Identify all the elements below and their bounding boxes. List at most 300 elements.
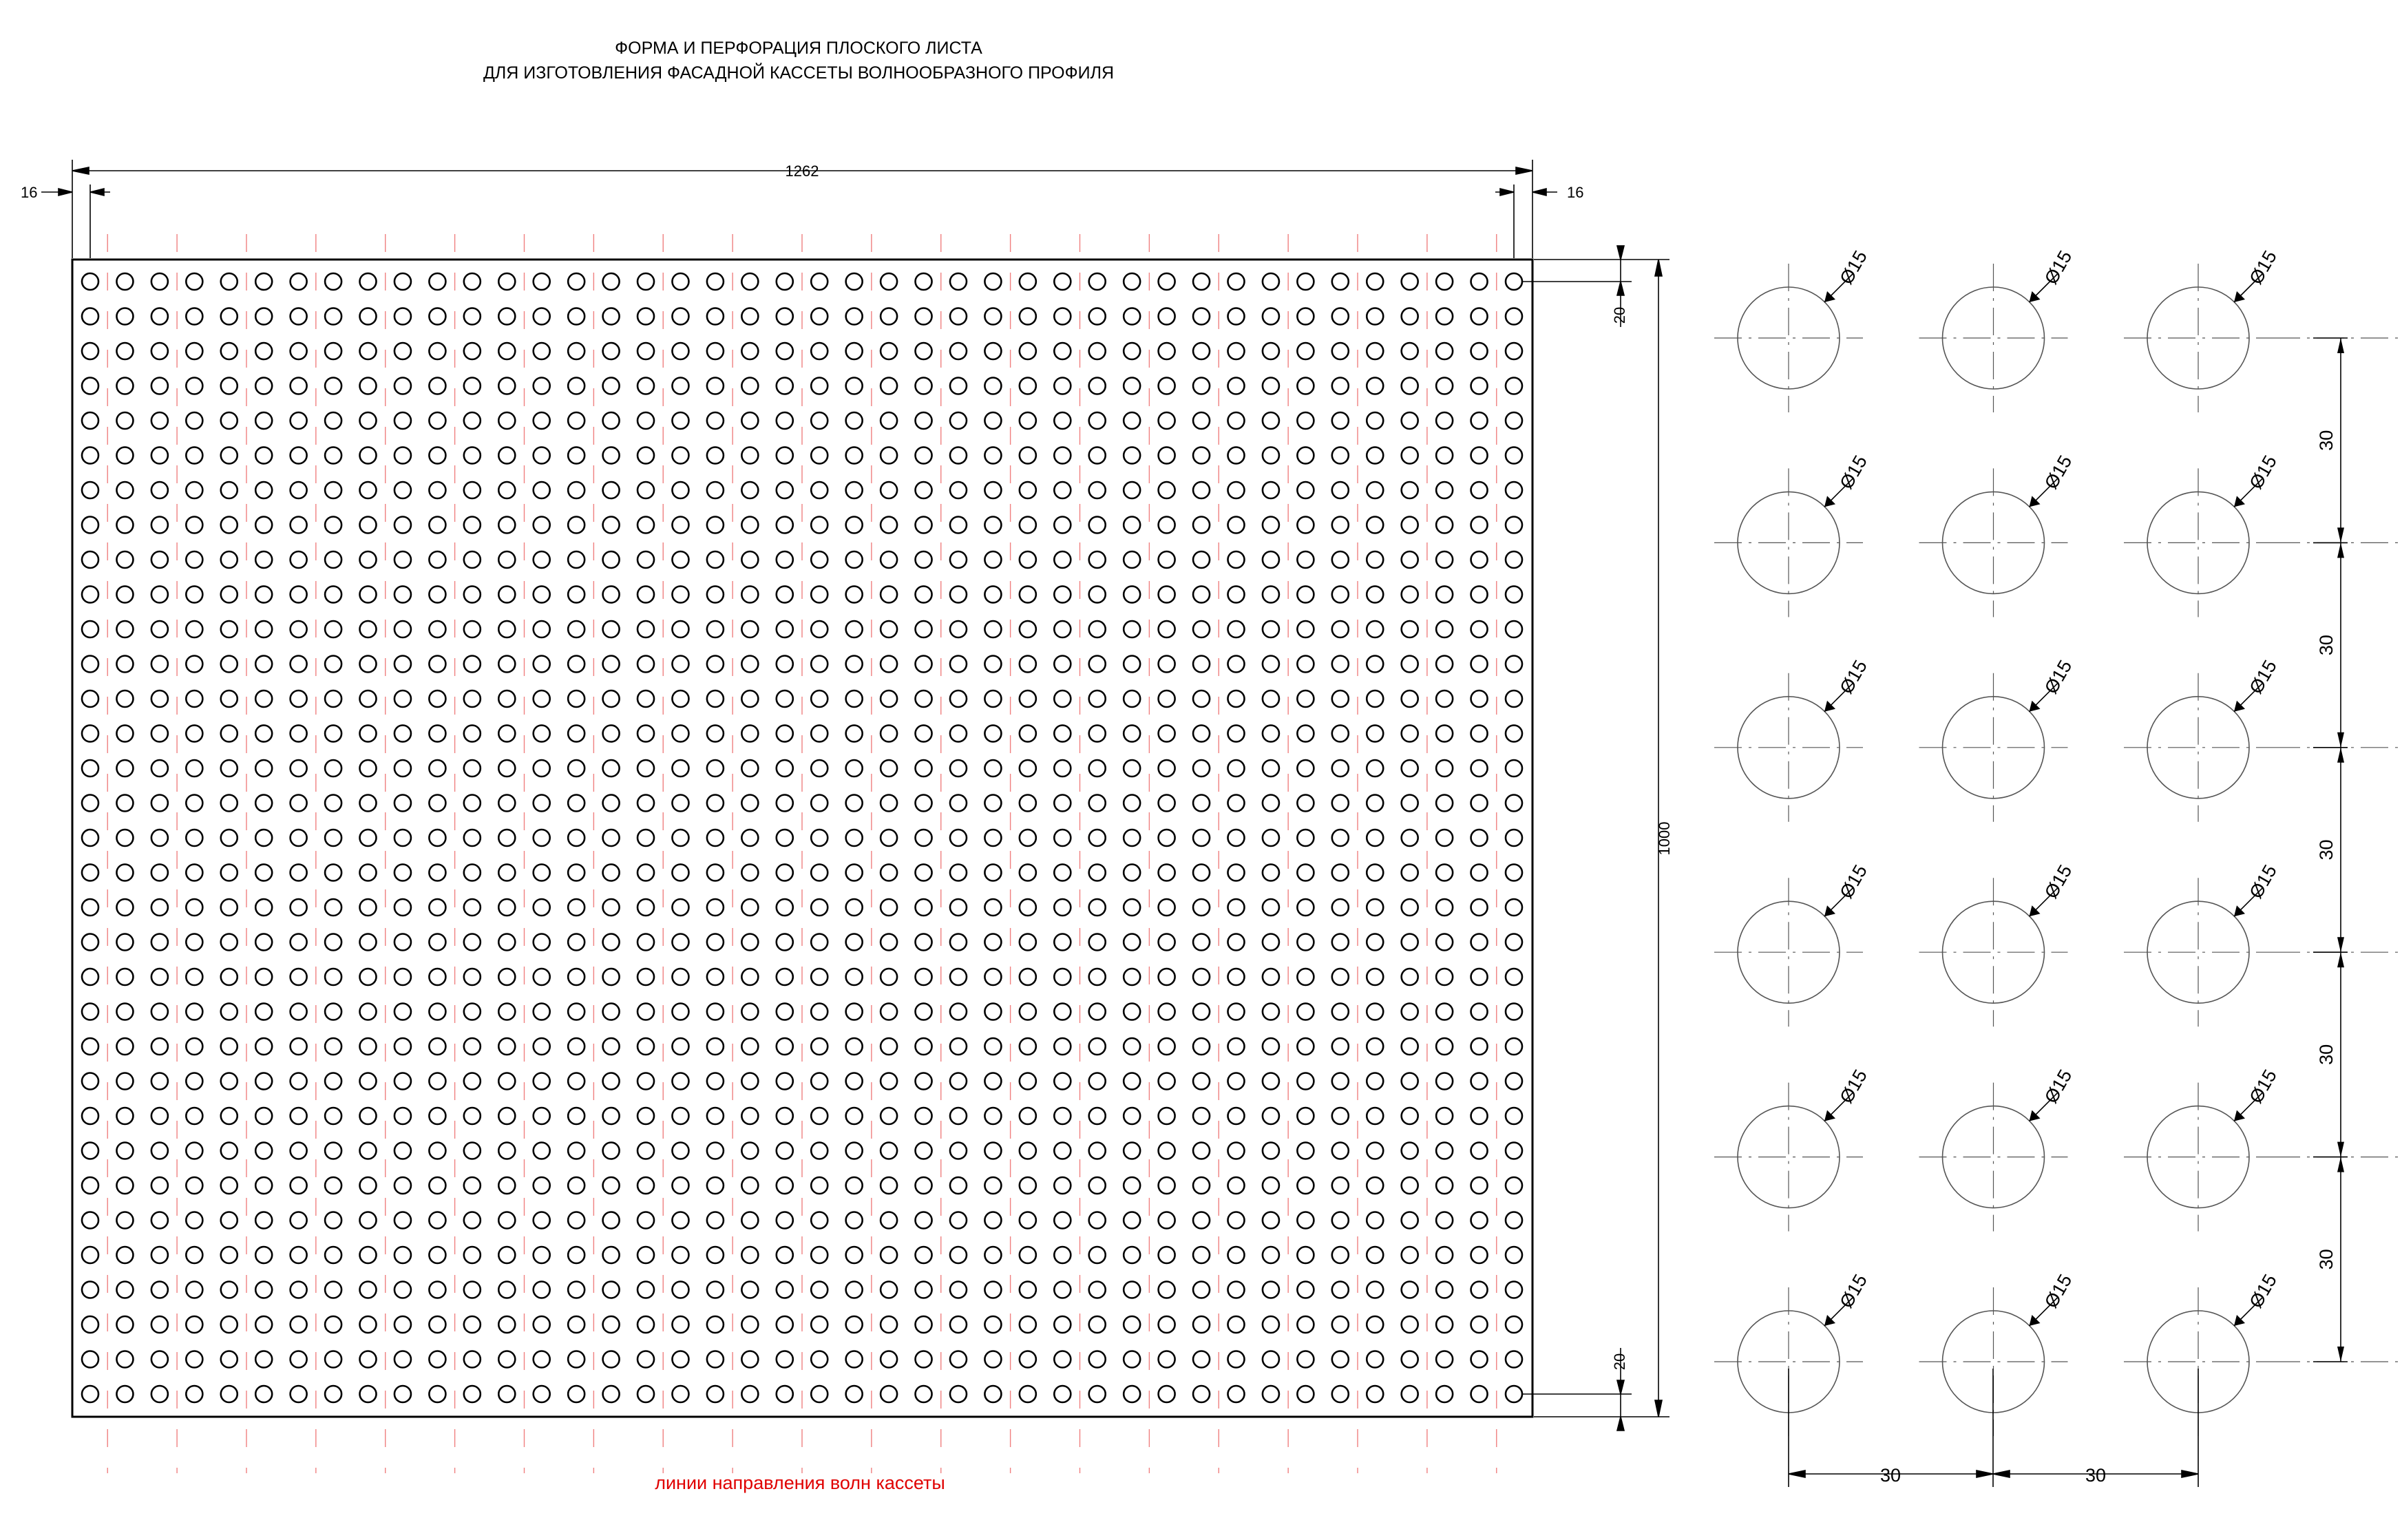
perforation-hole (325, 1386, 341, 1402)
perforation-hole (1471, 899, 1488, 916)
perforation-hole (1506, 1004, 1522, 1020)
perforation-hole (82, 795, 98, 812)
perforation-hole (1367, 1386, 1383, 1402)
perforation-hole (291, 587, 307, 603)
perforation-hole (1089, 865, 1106, 881)
perforation-hole (741, 482, 758, 498)
perforation-hole (1054, 899, 1071, 916)
perforation-hole (950, 726, 967, 742)
perforation-hole (1159, 1177, 1175, 1194)
perforation-hole (568, 865, 584, 881)
perforation-hole (221, 1316, 238, 1333)
perforation-hole (1367, 412, 1383, 429)
perforation-hole (846, 1143, 863, 1159)
perforation-hole (984, 1073, 1001, 1090)
perforation-hole (1159, 1004, 1175, 1020)
perforation-hole (1506, 447, 1522, 464)
perforation-hole (82, 726, 98, 742)
perforation-hole (1193, 969, 1210, 985)
perforation-hole (1020, 795, 1036, 812)
perforation-hole (777, 308, 793, 325)
perforation-hole (811, 1386, 828, 1402)
perforation-hole (1054, 1316, 1071, 1333)
perforation-hole (1263, 1351, 1279, 1368)
perforation-hole (984, 1143, 1001, 1159)
perforation-hole (1471, 1108, 1488, 1124)
perforation-hole (811, 1108, 828, 1124)
perforation-hole (394, 795, 411, 812)
perforation-hole (1263, 1247, 1279, 1263)
perforation-hole (1506, 865, 1522, 881)
perforation-hole (394, 1108, 411, 1124)
perforation-hole (881, 969, 897, 985)
perforation-hole (464, 343, 481, 359)
perforation-hole (394, 621, 411, 637)
perforation-hole (707, 482, 724, 498)
perforation-hole (82, 343, 98, 359)
perforation-hole (603, 308, 620, 325)
perforation-hole (916, 795, 932, 812)
perforation-hole (1297, 378, 1314, 394)
perforation-hole (1506, 899, 1522, 916)
perforation-hole (1054, 621, 1071, 637)
perforation-hole (707, 760, 724, 777)
perforation-hole (1506, 1073, 1522, 1090)
perforation-hole (151, 726, 168, 742)
perforation-hole (116, 1282, 133, 1298)
perforation-hole (881, 1316, 897, 1333)
perforation-hole (151, 1282, 168, 1298)
perforation-hole (1020, 1038, 1036, 1055)
perforation-hole (1054, 273, 1071, 290)
perforation-hole (1367, 1351, 1383, 1368)
perforation-hole (1471, 1247, 1488, 1263)
perforation-hole (1471, 517, 1488, 534)
perforation-hole (1054, 308, 1071, 325)
perforation-hole (360, 1282, 377, 1298)
perforation-hole (255, 1177, 272, 1194)
perforation-hole (1020, 343, 1036, 359)
perforation-hole (1471, 1073, 1488, 1090)
diameter-label: Ø15 (2245, 1066, 2281, 1107)
perforation-hole (394, 1247, 411, 1263)
perforation-hole (1367, 656, 1383, 673)
perforation-hole (1506, 656, 1522, 673)
perforation-hole (82, 482, 98, 498)
perforation-hole (498, 1177, 515, 1194)
perforation-hole (151, 378, 168, 394)
perforation-hole (255, 1386, 272, 1402)
perforation-hole (82, 656, 98, 673)
perforation-hole (534, 482, 550, 498)
perforation-hole (916, 1143, 932, 1159)
perforation-hole (1020, 308, 1036, 325)
perforation-hole (186, 551, 202, 568)
perforation-hole (638, 378, 654, 394)
perforation-hole (186, 273, 202, 290)
perforation-hole (394, 726, 411, 742)
perforation-hole (707, 830, 724, 846)
perforation-hole (881, 343, 897, 359)
perforation-hole (221, 899, 238, 916)
perforation-hole (672, 1177, 688, 1194)
perforation-hole (916, 587, 932, 603)
perforation-hole (360, 969, 377, 985)
perforation-hole (464, 726, 481, 742)
perforation-hole (881, 412, 897, 429)
perforation-hole (498, 726, 515, 742)
perforation-hole (846, 1108, 863, 1124)
perforation-hole (707, 308, 724, 325)
perforation-hole (1367, 1108, 1383, 1124)
perforation-hole (846, 795, 863, 812)
perforation-hole (846, 1282, 863, 1298)
perforation-hole (672, 726, 688, 742)
perforation-hole (811, 412, 828, 429)
perforation-hole (291, 1351, 307, 1368)
perforation-hole (984, 587, 1001, 603)
perforation-hole (151, 1247, 168, 1263)
perforation-hole (1402, 969, 1418, 985)
perforation-hole (1402, 690, 1418, 707)
perforation-hole (1263, 621, 1279, 637)
perforation-hole (672, 1282, 688, 1298)
perforation-hole (1089, 273, 1106, 290)
perforation-hole (568, 934, 584, 951)
perforation-hole (1263, 656, 1279, 673)
perforation-hole (1263, 1177, 1279, 1194)
perforation-hole (916, 690, 932, 707)
perforation-hole (186, 865, 202, 881)
perforation-hole (1193, 551, 1210, 568)
perforation-hole (984, 656, 1001, 673)
perforation-hole (1506, 621, 1522, 637)
perforation-hole (1020, 378, 1036, 394)
perforation-hole (429, 517, 445, 534)
perforation-hole (498, 517, 515, 534)
perforation-hole (1402, 1073, 1418, 1090)
perforation-hole (1193, 865, 1210, 881)
perforation-hole (1471, 934, 1488, 951)
perforation-hole (116, 621, 133, 637)
perforation-hole (1124, 934, 1140, 951)
perforation-hole (394, 969, 411, 985)
perforation-hole (255, 1212, 272, 1229)
perforation-hole (777, 899, 793, 916)
perforation-hole (1228, 865, 1244, 881)
perforation-hole (1263, 587, 1279, 603)
perforation-hole (603, 1004, 620, 1020)
perforation-hole (672, 482, 688, 498)
perforation-hole (881, 447, 897, 464)
perforation-hole (777, 343, 793, 359)
perforation-hole (255, 656, 272, 673)
perforation-hole (291, 656, 307, 673)
perforation-hole (1436, 343, 1453, 359)
perforation-hole (221, 1282, 238, 1298)
perforation-hole (672, 1247, 688, 1263)
perforation-hole (1228, 1316, 1244, 1333)
perforation-hole (1297, 1282, 1314, 1298)
perforation-hole (603, 969, 620, 985)
perforation-hole (82, 1177, 98, 1194)
perforation-hole (1228, 1073, 1244, 1090)
perforation-hole (1263, 934, 1279, 951)
perforation-hole (1054, 865, 1071, 881)
perforation-hole (1332, 482, 1349, 498)
perforation-hole (1402, 273, 1418, 290)
perforation-hole (534, 1351, 550, 1368)
perforation-hole (881, 899, 897, 916)
perforation-hole (1054, 1351, 1071, 1368)
perforation-hole (82, 1282, 98, 1298)
perforation-hole (568, 1386, 584, 1402)
perforation-hole (1263, 1143, 1279, 1159)
perforation-hole (672, 1386, 688, 1402)
perforation-hole (568, 1143, 584, 1159)
perforation-hole (1228, 1177, 1244, 1194)
perforation-hole (1332, 865, 1349, 881)
perforation-hole (881, 308, 897, 325)
perforation-hole (1124, 656, 1140, 673)
perforation-hole (1193, 308, 1210, 325)
perforation-hole (1054, 1038, 1071, 1055)
perforation-hole (534, 1212, 550, 1229)
perforation-hole (1367, 1316, 1383, 1333)
perforation-hole (1471, 795, 1488, 812)
perforation-hole (1124, 308, 1140, 325)
perforation-hole (707, 726, 724, 742)
perforation-hole (707, 656, 724, 673)
perforation-hole (846, 1212, 863, 1229)
perforation-hole (741, 690, 758, 707)
perforation-hole (984, 273, 1001, 290)
perforation-hole (325, 830, 341, 846)
perforation-hole (1089, 482, 1106, 498)
perforation-hole (846, 865, 863, 881)
perforation-hole (741, 1386, 758, 1402)
perforation-hole (394, 308, 411, 325)
perforation-hole (1054, 969, 1071, 985)
perforation-hole (984, 969, 1001, 985)
perforation-hole (291, 1282, 307, 1298)
perforation-hole (116, 551, 133, 568)
perforation-hole (151, 760, 168, 777)
perforation-hole (950, 1386, 967, 1402)
perforation-hole (360, 1247, 377, 1263)
perforation-hole (1159, 308, 1175, 325)
perforation-hole (1506, 412, 1522, 429)
perforation-hole (638, 726, 654, 742)
perforation-hole (1471, 830, 1488, 846)
perforation-hole (1436, 1004, 1453, 1020)
perforation-hole (186, 795, 202, 812)
perforation-hole (707, 587, 724, 603)
perforation-hole (464, 1316, 481, 1333)
perforation-hole (1436, 412, 1453, 429)
perforation-hole (325, 760, 341, 777)
perforation-hole (116, 690, 133, 707)
perforation-hole (916, 1316, 932, 1333)
perforation-hole (116, 760, 133, 777)
perforation-hole (360, 1177, 377, 1194)
perforation-hole (429, 1108, 445, 1124)
perforation-hole (360, 760, 377, 777)
perforation-hole (151, 447, 168, 464)
perforation-hole (1297, 969, 1314, 985)
perforation-hole (1193, 1004, 1210, 1020)
perforation-hole (429, 378, 445, 394)
sheet-width-label: 1262 (785, 162, 819, 180)
perforation-hole (1332, 1143, 1349, 1159)
perforation-hole (1402, 899, 1418, 916)
perforation-hole (1506, 1247, 1522, 1263)
perforation-hole (777, 551, 793, 568)
perforation-hole (1263, 830, 1279, 846)
perforation-hole (221, 1108, 238, 1124)
perforation-hole (429, 656, 445, 673)
perforation-hole (1402, 343, 1418, 359)
perforation-hole (464, 865, 481, 881)
perforation-hole (325, 412, 341, 429)
perforation-hole (1506, 690, 1522, 707)
detail-pitch-y-dimensions (2313, 338, 2348, 1362)
perforation-hole (1297, 482, 1314, 498)
perforation-hole (429, 690, 445, 707)
perforation-hole (950, 587, 967, 603)
perforation-hole (1332, 308, 1349, 325)
perforation-hole (151, 656, 168, 673)
perforation-hole (1193, 412, 1210, 429)
perforation-hole (1297, 551, 1314, 568)
perforation-hole (255, 1004, 272, 1020)
perforation-hole (777, 1038, 793, 1055)
perforation-hole (846, 760, 863, 777)
perforation-hole (151, 1212, 168, 1229)
perforation-hole (1089, 1386, 1106, 1402)
perforation-hole (1089, 760, 1106, 777)
perforation-hole (811, 517, 828, 534)
perforation-hole (151, 969, 168, 985)
perforation-hole (1506, 551, 1522, 568)
perforation-hole (984, 760, 1001, 777)
perforation-hole (777, 273, 793, 290)
perforation-hole (151, 517, 168, 534)
detail-pitch-x-dimensions (1789, 1369, 2198, 1487)
perforation-hole (498, 308, 515, 325)
perforation-hole (1228, 621, 1244, 637)
perforation-hole (464, 1177, 481, 1194)
perforation-hole (811, 343, 828, 359)
perforation-hole (221, 1004, 238, 1020)
perforation-hole (707, 273, 724, 290)
perforation-hole (534, 690, 550, 707)
perforation-hole (638, 308, 654, 325)
perforation-hole (950, 760, 967, 777)
perforation-hole (325, 1316, 341, 1333)
perforation-hole (1193, 830, 1210, 846)
perforation-hole (672, 1143, 688, 1159)
perforation-hole (707, 899, 724, 916)
perforation-hole (1263, 1038, 1279, 1055)
perforation-hole (534, 378, 550, 394)
perforation-hole (811, 1316, 828, 1333)
perforation-hole (255, 482, 272, 498)
perforation-hole (1436, 482, 1453, 498)
perforation-hole (534, 830, 550, 846)
right-offset-label: 16 (1567, 184, 1584, 201)
perforation-hole (603, 447, 620, 464)
perforation-hole (1506, 1143, 1522, 1159)
perforation-hole (255, 308, 272, 325)
perforation-hole (291, 621, 307, 637)
perforation-hole (568, 1247, 584, 1263)
perforation-hole (1020, 1351, 1036, 1368)
perforation-hole (291, 551, 307, 568)
perforation-hole (846, 830, 863, 846)
perforation-hole (568, 726, 584, 742)
perforation-hole (777, 447, 793, 464)
perforation-hole (82, 760, 98, 777)
perforation-hole (984, 865, 1001, 881)
perforation-hole (672, 760, 688, 777)
perforation-hole (291, 1038, 307, 1055)
perforation-hole (777, 760, 793, 777)
perforation-hole (498, 795, 515, 812)
perforation-hole (603, 1073, 620, 1090)
perforation-hole (950, 830, 967, 846)
perforation-hole (741, 795, 758, 812)
perforation-hole (325, 1247, 341, 1263)
perforation-hole (881, 795, 897, 812)
perforation-hole (777, 1177, 793, 1194)
perforation-hole (1402, 1247, 1418, 1263)
perforation-hole (638, 1247, 654, 1263)
perforation-hole (1297, 1038, 1314, 1055)
perforation-hole (950, 482, 967, 498)
perforation-hole (1402, 1351, 1418, 1368)
perforation-hole (741, 865, 758, 881)
perforation-hole (984, 795, 1001, 812)
perforation-hole (1367, 587, 1383, 603)
perforation-hole (672, 1038, 688, 1055)
perforation-hole (1089, 343, 1106, 359)
perforation-hole (498, 1004, 515, 1020)
perforation-hole (603, 1143, 620, 1159)
perforation-hole (1506, 482, 1522, 498)
perforation-hole (846, 412, 863, 429)
perforation-hole (1367, 1073, 1383, 1090)
perforation-hole (984, 1282, 1001, 1298)
perforation-hole (291, 378, 307, 394)
perforation-hole (1054, 587, 1071, 603)
perforation-hole (1402, 934, 1418, 951)
perforation-hole (777, 656, 793, 673)
perforation-hole (741, 1177, 758, 1194)
perforation-hole (603, 1386, 620, 1402)
perforation-hole (151, 621, 168, 637)
perforation-hole (1332, 1212, 1349, 1229)
perforation-hole (1402, 795, 1418, 812)
diameter-label: Ø15 (2040, 452, 2076, 493)
perforation-hole (916, 656, 932, 673)
perforation-hole (1124, 378, 1140, 394)
perforation-hole (1054, 1108, 1071, 1124)
perforation-hole (707, 1212, 724, 1229)
perforation-hole (916, 482, 932, 498)
perforation-hole (82, 1316, 98, 1333)
perforation-hole (638, 899, 654, 916)
